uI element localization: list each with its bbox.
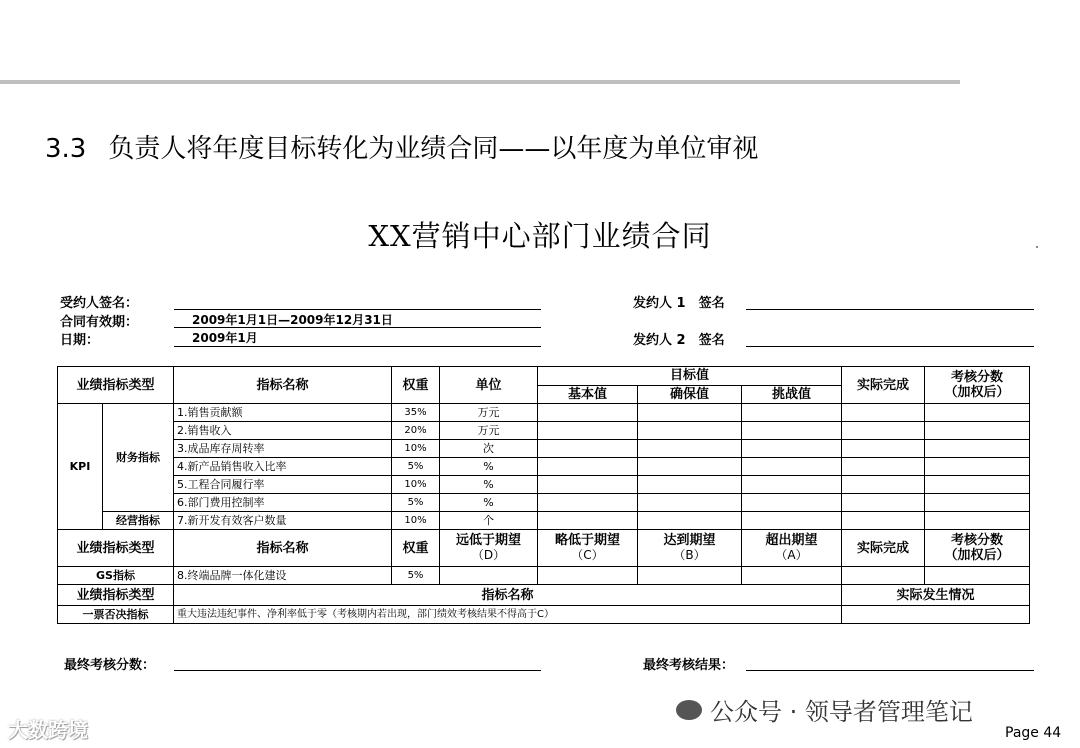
header2-score-sub: （加权后） — [944, 548, 1010, 563]
row-unit: 万元 — [440, 422, 538, 440]
veto-actual-cell — [842, 606, 1030, 624]
row-weight: 35% — [392, 404, 440, 422]
table-row — [58, 494, 1030, 512]
row-cell — [742, 476, 842, 494]
header-score-sub: （加权后） — [944, 385, 1010, 400]
row-cell — [538, 567, 638, 585]
header3-actual: 实际发生情况 — [842, 585, 1030, 606]
row-cell — [842, 512, 925, 530]
wechat-account-text: 公众号 · 领导者管理笔记 — [710, 698, 973, 726]
row-weight: 5% — [392, 458, 440, 476]
header-guaranteed: 确保值 — [638, 385, 742, 404]
table-row — [58, 422, 1030, 440]
row-cell — [842, 440, 925, 458]
final-result-label: 最终考核结果： — [643, 658, 735, 673]
header-name: 指标名称 — [174, 367, 392, 404]
header-score-main: 考核分数 — [950, 370, 1003, 385]
row-cell — [925, 404, 1030, 422]
header2-weight: 权重 — [392, 530, 440, 567]
kpi-label: KPI — [58, 404, 103, 530]
row-cell — [925, 476, 1030, 494]
row-name: 7.新开发有效客户数量 — [174, 512, 392, 530]
table-row — [58, 512, 1030, 530]
validity-label: 合同有效期： — [60, 315, 139, 330]
header2-type: 业绩指标类型 — [58, 530, 174, 567]
row-cell — [742, 440, 842, 458]
row-cell — [638, 494, 742, 512]
receiver-signature-label: 受约人签名： — [60, 296, 139, 311]
header2-a-sub: （A） — [775, 548, 808, 562]
row-cell — [538, 494, 638, 512]
row-cell — [440, 567, 538, 585]
row-cell — [538, 512, 638, 530]
row-unit: % — [440, 476, 538, 494]
row-cell — [925, 422, 1030, 440]
veto-label: 一票否决指标 — [58, 606, 174, 624]
header2-c-main: 略低于期望 — [554, 533, 620, 548]
issuer1-signature-line — [746, 309, 1034, 310]
table-header-row — [58, 585, 1030, 606]
header-challenge: 挑战值 — [742, 385, 842, 404]
table-row — [58, 476, 1030, 494]
row-cell — [925, 458, 1030, 476]
veto-text: 重大违法违纪事件、净利率低于零（考核期内若出现，部门绩效考核结果不得高于C） — [174, 606, 842, 624]
row-cell — [842, 458, 925, 476]
row-unit: 个 — [440, 512, 538, 530]
receiver-signature-line — [174, 309, 541, 310]
issuer1-signature-label: 发约人 1 签名 — [633, 296, 725, 311]
table-row — [58, 458, 1030, 476]
row-cell — [925, 567, 1030, 585]
row-name: 4.新产品销售收入比率 — [174, 458, 392, 476]
header2-score — [925, 530, 1030, 567]
date-label: 日期： — [60, 333, 100, 348]
row-weight: 5% — [392, 494, 440, 512]
issuer2-signature-label: 发约人 2 签名 — [633, 333, 725, 348]
section-number: 3.3 — [45, 134, 87, 164]
header-weight: 权重 — [392, 367, 440, 404]
row-cell — [538, 404, 638, 422]
header2-name: 指标名称 — [174, 530, 392, 567]
table-header-row — [58, 530, 1030, 567]
stray-dot — [1036, 246, 1038, 248]
row-cell — [925, 512, 1030, 530]
row-name: 1.销售贡献额 — [174, 404, 392, 422]
header-target: 目标值 — [538, 367, 842, 386]
gs-name: 8.终端品牌一体化建设 — [174, 567, 392, 585]
header2-actual: 实际完成 — [842, 530, 925, 567]
row-cell — [925, 494, 1030, 512]
header2-score-main: 考核分数 — [950, 533, 1003, 548]
header2-c-sub: （C） — [571, 548, 604, 562]
header3-type: 业绩指标类型 — [58, 585, 174, 606]
header2-c — [538, 530, 638, 567]
row-unit: 次 — [440, 440, 538, 458]
wechat-account-watermark — [676, 692, 973, 727]
top-divider-bar — [0, 80, 960, 84]
row-cell — [742, 458, 842, 476]
header2-b-sub: （B） — [673, 548, 706, 562]
issuer2-signature-line — [746, 346, 1034, 347]
date-line — [174, 346, 541, 347]
final-result-line — [746, 670, 1034, 671]
row-cell — [538, 440, 638, 458]
row-cell — [842, 422, 925, 440]
header-score — [925, 367, 1030, 404]
row-cell — [538, 458, 638, 476]
validity-line — [174, 327, 541, 328]
row-cell — [638, 404, 742, 422]
row-name: 3.成品库存周转率 — [174, 440, 392, 458]
row-name: 2.销售收入 — [174, 422, 392, 440]
table-header-row — [58, 367, 1030, 386]
row-name: 6.部门费用控制率 — [174, 494, 392, 512]
gs-label: GS指标 — [58, 567, 174, 585]
validity-value: 2009年1月1日—2009年12月31日 — [192, 313, 393, 327]
header-basic: 基本值 — [538, 385, 638, 404]
corner-watermark: 大数跨境 — [8, 718, 88, 742]
section-title — [45, 128, 758, 165]
header2-a-main: 超出期望 — [765, 533, 818, 548]
row-cell — [538, 422, 638, 440]
header2-b-main: 达到期望 — [663, 533, 716, 548]
row-cell — [638, 512, 742, 530]
row-weight: 20% — [392, 422, 440, 440]
header3-name: 指标名称 — [174, 585, 842, 606]
header2-b — [638, 530, 742, 567]
wechat-icon — [676, 700, 702, 720]
table-row — [58, 440, 1030, 458]
row-cell — [638, 567, 742, 585]
row-weight: 10% — [392, 512, 440, 530]
row-cell — [638, 422, 742, 440]
final-score-line — [174, 670, 541, 671]
row-cell — [538, 476, 638, 494]
row-cell — [842, 476, 925, 494]
finance-label: 财务指标 — [103, 404, 174, 512]
operation-label: 经营指标 — [103, 512, 174, 530]
row-unit: % — [440, 494, 538, 512]
row-cell — [742, 567, 842, 585]
document-title: XX营销中心部门业绩合同 — [368, 219, 712, 253]
performance-contract-table — [57, 366, 1030, 624]
section-heading: 负责人将年度目标转化为业绩合同——以年度为单位审视 — [108, 134, 759, 164]
row-cell — [842, 404, 925, 422]
page-number: Page 44 — [1005, 725, 1062, 741]
date-value: 2009年1月 — [192, 331, 258, 345]
header-actual: 实际完成 — [842, 367, 925, 404]
row-weight: 10% — [392, 476, 440, 494]
row-cell — [742, 512, 842, 530]
row-cell — [638, 476, 742, 494]
row-cell — [925, 440, 1030, 458]
row-cell — [842, 494, 925, 512]
row-cell — [742, 404, 842, 422]
table-row — [58, 567, 1030, 585]
row-cell — [638, 440, 742, 458]
header2-d — [440, 530, 538, 567]
header2-a — [742, 530, 842, 567]
row-cell — [742, 494, 842, 512]
header2-d-main: 远低于期望 — [455, 533, 521, 548]
row-cell — [842, 567, 925, 585]
row-unit: % — [440, 458, 538, 476]
row-cell — [638, 458, 742, 476]
header-type: 业绩指标类型 — [58, 367, 174, 404]
row-weight: 10% — [392, 440, 440, 458]
gs-weight: 5% — [392, 567, 440, 585]
table-row — [58, 404, 1030, 422]
table-row — [58, 606, 1030, 624]
row-name: 5.工程合同履行率 — [174, 476, 392, 494]
header2-d-sub: （D） — [471, 548, 506, 562]
header-unit: 单位 — [440, 367, 538, 404]
final-score-label: 最终考核分数： — [64, 658, 156, 673]
row-cell — [742, 422, 842, 440]
row-unit: 万元 — [440, 404, 538, 422]
